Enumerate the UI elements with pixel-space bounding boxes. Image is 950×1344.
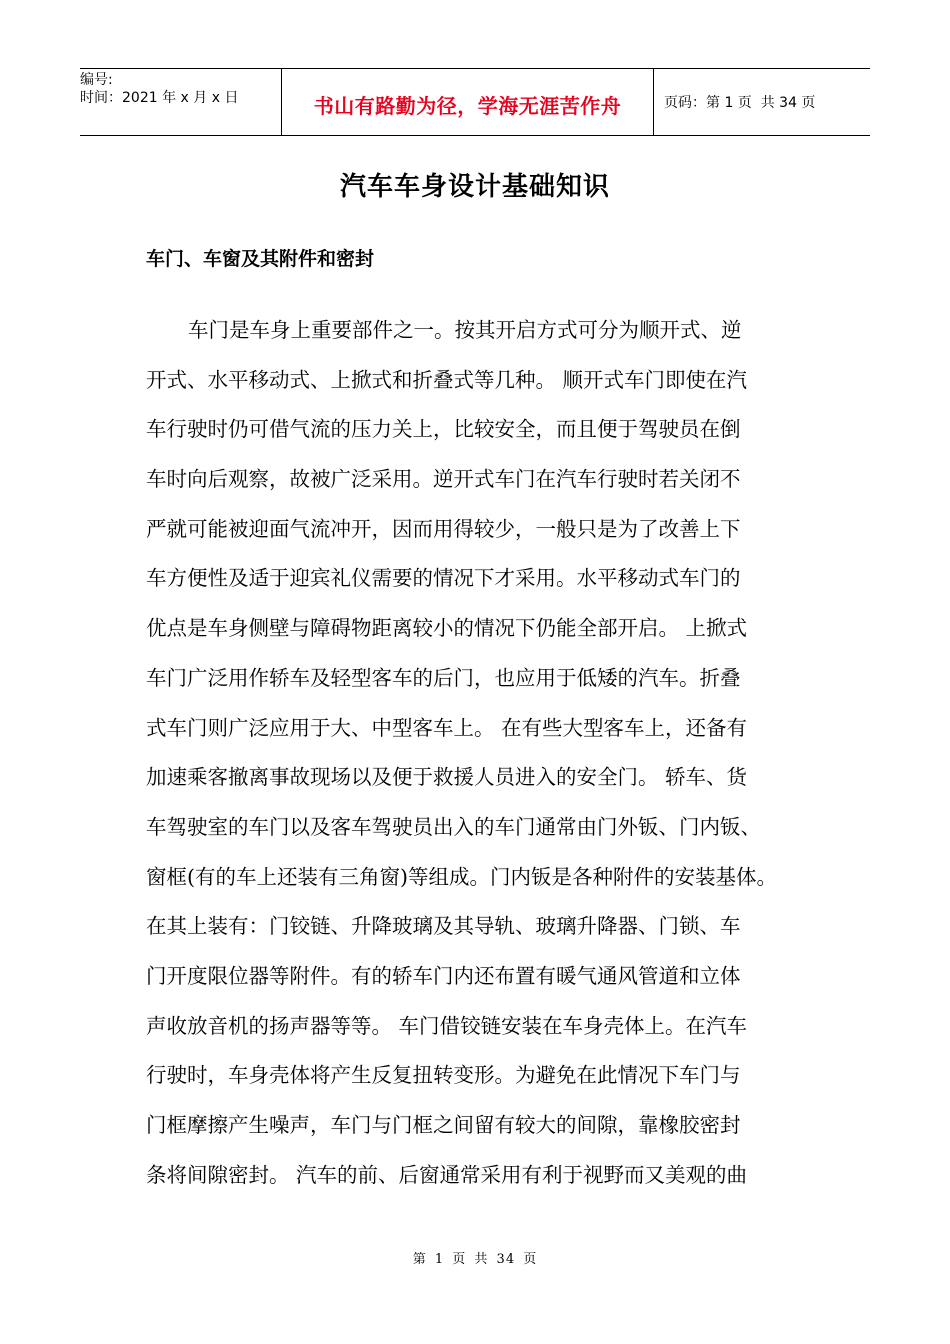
text-line: 门开度限位器等附件。有的轿车门内还布置有暖气通风管道和立体	[146, 963, 741, 988]
header-motto-cell	[282, 69, 654, 135]
body-paragraph	[146, 306, 806, 1200]
text-line: 车门是车身上重要部件之一。按其开启方式可分为顺开式、逆	[188, 318, 742, 342]
text-line: 车时向后观察，故被广泛采用。逆开式车门在汽车行驶时若关闭不	[146, 467, 741, 492]
page-footer: 第 1 页 共 34 页	[412, 1252, 538, 1267]
motto-text: 书山有路勤为径，学海无涯苦作舟	[313, 93, 622, 118]
text-line: 优点是车身侧壁与障碍物距离较小的情况下仍能全部开启。 上掀式	[146, 616, 748, 641]
text-line: 开式、水平移动式、上掀式和折叠式等几种。 顺开式车门即使在汽	[146, 367, 748, 392]
text-line: 严就可能被迎面气流冲开，因而用得较少，一般只是为了改善上下	[146, 516, 741, 541]
text-line: 在其上装有：门铰链、升降玻璃及其导轨、玻璃升降器、门锁、车	[146, 914, 741, 939]
header-meta-cell	[80, 69, 282, 135]
number-label: 编号:	[80, 72, 113, 88]
text-line: 式车门则广泛应用于大、中型客车上。 在有些大型客车上，还备有	[146, 715, 748, 740]
page-info: 页码：第 1 页 共 34 页	[664, 95, 816, 111]
text-line: 车行驶时仍可借气流的压力关上，比较安全，而且便于驾驶员在倒	[146, 417, 741, 442]
text-line: 门框摩擦产生噪声，车门与门框之间留有较大的间隙，靠橡胶密封	[146, 1113, 741, 1137]
text-line: 车方便性及适于迎宾礼仪需要的情况下才采用。水平移动式车门的	[146, 566, 741, 591]
text-line: 行驶时，车身壳体将产生反复扭转变形。为避免在此情况下车门与	[146, 1063, 741, 1088]
section-heading: 车门、车窗及其附件和密封	[146, 248, 375, 270]
header-page-cell	[654, 69, 870, 135]
page-title: 汽车车身设计基础知识	[339, 172, 610, 202]
text-line: 车门广泛用作轿车及轻型客车的后门，也应用于低矮的汽车。折叠	[146, 665, 741, 690]
text-line: 声收放音机的扬声器等等。 车门借铰链安装在车身壳体上。在汽车	[146, 1013, 748, 1038]
text-line: 窗框(有的车上还装有三角窗)等组成。门内钣是各种附件的安装基体。	[146, 864, 777, 889]
text-line: 条将间隙密封。 汽车的前、后窗通常采用有利于视野而又美观的曲	[146, 1162, 748, 1187]
text-line: 车驾驶室的车门以及客车驾驶员出入的车门通常由门外钣、门内钣、	[146, 814, 761, 839]
document-header	[80, 68, 870, 136]
date-label: 时间：2021 年 x 月 x 日	[80, 90, 239, 106]
text-line: 加速乘客撤离事故现场以及便于救援人员进入的安全门。 轿车、货	[146, 765, 748, 790]
